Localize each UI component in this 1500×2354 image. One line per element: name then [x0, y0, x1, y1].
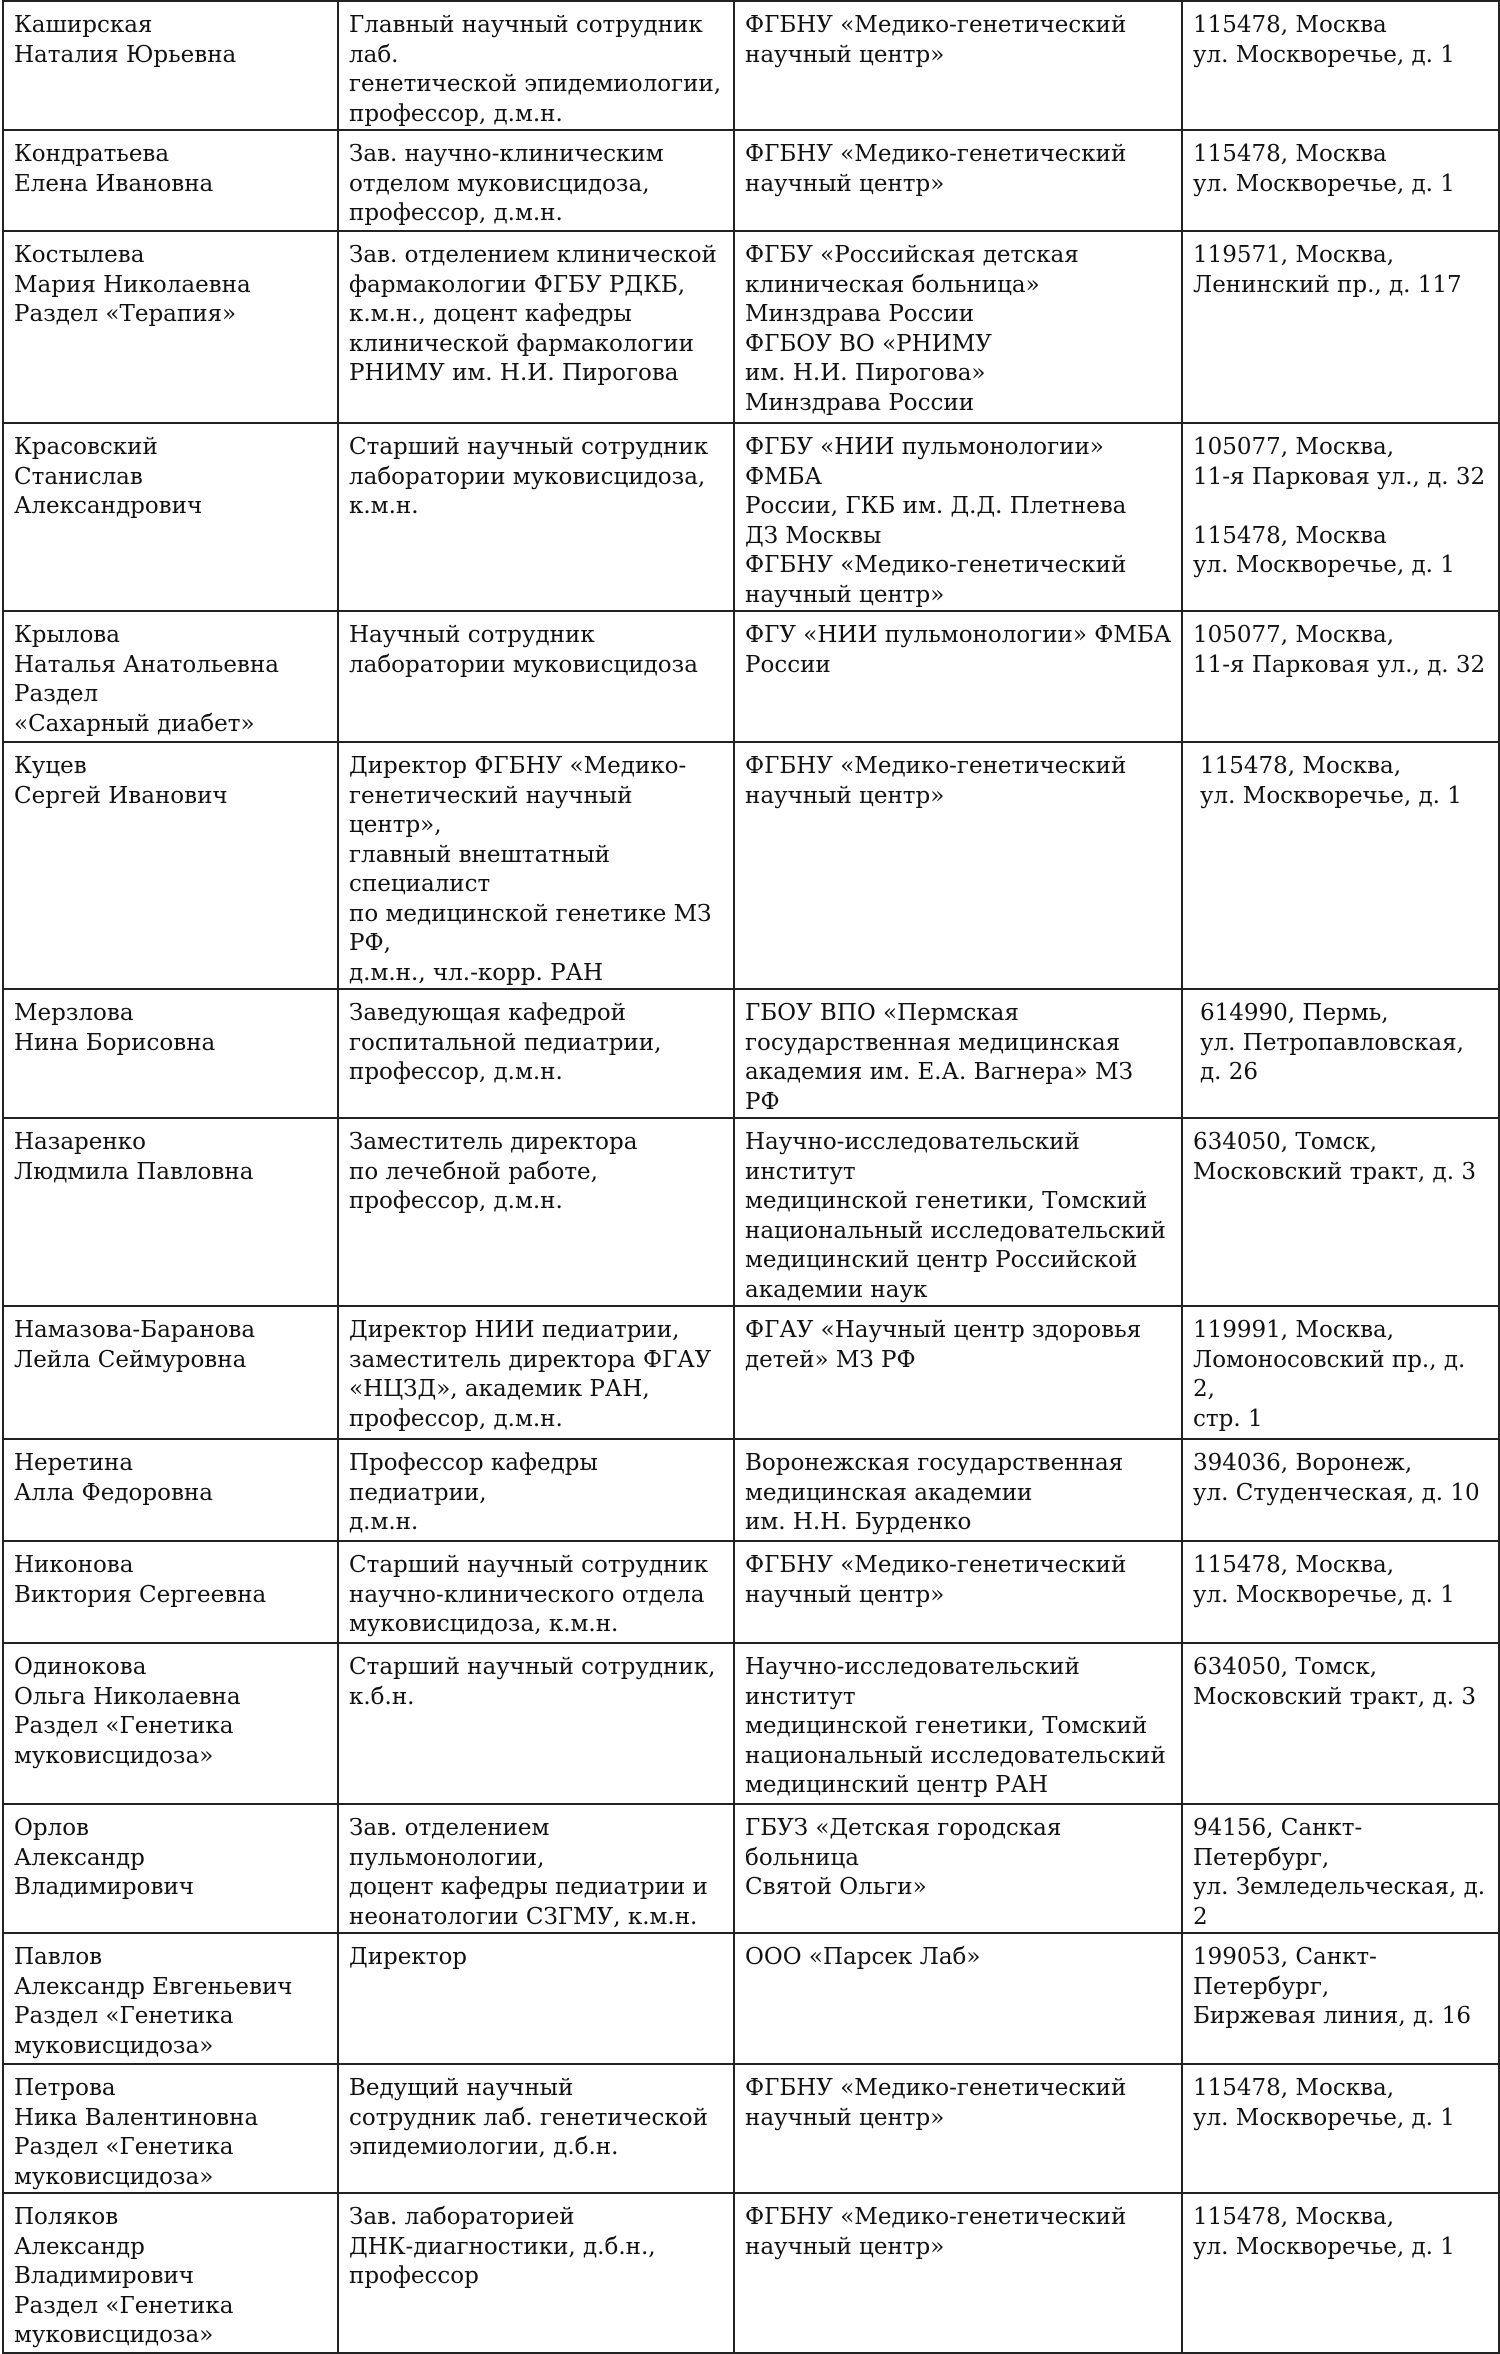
- cell-address: 115478, Москва ул. Москворечье, д. 1: [1182, 1, 1499, 130]
- cell-organization: ФГБУ «Российская детская клиническая больница» Минздрава России ФГБОУ ВО «РНИМУ им. Н.И. Пирогова» Минздрава России: [734, 231, 1182, 423]
- table-row: [3, 1643, 1499, 1804]
- cell-position: Зав. отделением пульмонологии, доцент кафедры педиатрии и неонатологии СЗГМУ, к.м.н.: [338, 1804, 734, 1933]
- cell-organization: Научно-исследовательский институт медицинской генетики, Томский национальный исследовательский медицинский центр РАН: [734, 1643, 1182, 1804]
- cell-name: Одинокова Ольга Николаевна Раздел «Генетика муковисцидоза»: [3, 1643, 338, 1804]
- cell-address: 115478, Москва, ул. Москворечье, д. 1: [1182, 2064, 1499, 2193]
- cell-address: 115478, Москва, ул. Москворечье, д. 1: [1182, 742, 1499, 989]
- cell-position: Заведующая кафедрой госпитальной педиатрии, профессор, д.м.н.: [338, 989, 734, 1118]
- cell-position: Заместитель директора по лечебной работе, профессор, д.м.н.: [338, 1118, 734, 1306]
- cell-name: Кондратьева Елена Ивановна: [3, 130, 338, 231]
- cell-position: Директор ФГБНУ «Медико- генетический научный центр», главный внештатный специалист по медицинской генетике МЗ РФ, д.м.н., чл.-корр. РАН: [338, 742, 734, 989]
- cell-name: Павлов Александр Евгеньевич Раздел «Генетика муковисцидоза»: [3, 1933, 338, 2064]
- table-row: [3, 1439, 1499, 1541]
- cell-position: Научный сотрудник лаборатории муковисцидоза: [338, 611, 734, 742]
- cell-position: Главный научный сотрудник лаб. генетической эпидемиологии, профессор, д.м.н.: [338, 1, 734, 130]
- cell-name: Неретина Алла Федоровна: [3, 1439, 338, 1541]
- cell-position: Зав. научно-клиническим отделом муковисцидоза, профессор, д.м.н.: [338, 130, 734, 231]
- table-row: [3, 2064, 1499, 2193]
- cell-address: 105077, Москва, 11-я Парковая ул., д. 32: [1182, 611, 1499, 742]
- cell-position: Старший научный сотрудник научно-клинического отдела муковисцидоза, к.м.н.: [338, 1541, 734, 1643]
- cell-position: Директор НИИ педиатрии, заместитель директора ФГАУ «НЦЗД», академик РАН, профессор, д.м.н.: [338, 1306, 734, 1439]
- cell-address: 119571, Москва, Ленинский пр., д. 117: [1182, 231, 1499, 423]
- table-row: [3, 1, 1499, 130]
- cell-organization: ФГБНУ «Медико-генетический научный центр»: [734, 742, 1182, 989]
- cell-organization: Научно-исследовательский институт медицинской генетики, Томский национальный исследовательский медицинский центр Российской академии наук: [734, 1118, 1182, 1306]
- cell-position: Зав. лабораторией ДНК-диагностики, д.б.н., профессор: [338, 2193, 734, 2353]
- table-row: [3, 423, 1499, 611]
- cell-organization: ООО «Парсек Лаб»: [734, 1933, 1182, 2064]
- cell-position: Зав. отделением клинической фармакологии ФГБУ РДКБ, к.м.н., доцент кафедры клинической фармакологии РНИМУ им. Н.И. Пирогова: [338, 231, 734, 423]
- cell-organization: ФГБНУ «Медико-генетический научный центр»: [734, 1541, 1182, 1643]
- cell-position: Ведущий научный сотрудник лаб. генетической эпидемиологии, д.б.н.: [338, 2064, 734, 2193]
- cell-address: 634050, Томск, Московский тракт, д. 3: [1182, 1118, 1499, 1306]
- cell-organization: ФГБНУ «Медико-генетический научный центр»: [734, 1, 1182, 130]
- cell-name: Намазова-Баранова Лейла Сеймуровна: [3, 1306, 338, 1439]
- cell-name: Мерзлова Нина Борисовна: [3, 989, 338, 1118]
- cell-position: Профессор кафедры педиатрии, д.м.н.: [338, 1439, 734, 1541]
- cell-organization: ФГБНУ «Медико-генетический научный центр»: [734, 2064, 1182, 2193]
- table-row: [3, 2193, 1499, 2353]
- cell-organization: ФГУ «НИИ пульмонологии» ФМБА России: [734, 611, 1182, 742]
- table-row: [3, 231, 1499, 423]
- table-row: [3, 1118, 1499, 1306]
- cell-name: Орлов Александр Владимирович: [3, 1804, 338, 1933]
- cell-name: Назаренко Людмила Павловна: [3, 1118, 338, 1306]
- cell-organization: ФГБУ «НИИ пульмонологии» ФМБА России, ГКБ им. Д.Д. Плетнева ДЗ Москвы ФГБНУ «Медико-генетический научный центр»: [734, 423, 1182, 611]
- cell-position: Старший научный сотрудник лаборатории муковисцидоза, к.м.н.: [338, 423, 734, 611]
- cell-position: Старший научный сотрудник, к.б.н.: [338, 1643, 734, 1804]
- table-row: [3, 1306, 1499, 1439]
- cell-address: 115478, Москва ул. Москворечье, д. 1: [1182, 130, 1499, 231]
- cell-organization: ФГАУ «Научный центр здоровья детей» МЗ РФ: [734, 1306, 1182, 1439]
- cell-address: 199053, Санкт-Петербург, Биржевая линия, д. 16: [1182, 1933, 1499, 2064]
- cell-name: Крылова Наталья Анатольевна Раздел «Сахарный диабет»: [3, 611, 338, 742]
- cell-organization: ФГБНУ «Медико-генетический научный центр»: [734, 130, 1182, 231]
- cell-name: Костылева Мария Николаевна Раздел «Терапия»: [3, 231, 338, 423]
- cell-address: 634050, Томск, Московский тракт, д. 3: [1182, 1643, 1499, 1804]
- cell-organization: Воронежская государственная медицинская академии им. Н.Н. Бурденко: [734, 1439, 1182, 1541]
- cell-organization: ГБОУ ВПО «Пермская государственная медицинская академия им. Е.А. Вагнера» МЗ РФ: [734, 989, 1182, 1118]
- table-row: [3, 130, 1499, 231]
- cell-name: Петрова Ника Валентиновна Раздел «Генетика муковисцидоза»: [3, 2064, 338, 2193]
- table-row: [3, 989, 1499, 1118]
- cell-address: 115478, Москва, ул. Москворечье, д. 1: [1182, 2193, 1499, 2353]
- cell-organization: ФГБНУ «Медико-генетический научный центр»: [734, 2193, 1182, 2353]
- cell-name: Куцев Сергей Иванович: [3, 742, 338, 989]
- cell-address: 614990, Пермь, ул. Петропавловская, д. 26: [1182, 989, 1499, 1118]
- cell-name: Никонова Виктория Сергеевна: [3, 1541, 338, 1643]
- table-row: [3, 1541, 1499, 1643]
- table-row: [3, 1804, 1499, 1933]
- experts-table: [2, 0, 1500, 2354]
- cell-address: 394036, Воронеж, ул. Студенческая, д. 10: [1182, 1439, 1499, 1541]
- cell-address: 94156, Санкт-Петербург, ул. Земледельческая, д. 2: [1182, 1804, 1499, 1933]
- cell-name: Каширская Наталия Юрьевна: [3, 1, 338, 130]
- cell-name: Поляков Александр Владимирович Раздел «Генетика муковисцидоза»: [3, 2193, 338, 2353]
- table-row: [3, 1933, 1499, 2064]
- cell-address: 105077, Москва, 11-я Парковая ул., д. 32 115478, Москва ул. Москворечье, д. 1: [1182, 423, 1499, 611]
- cell-address: 119991, Москва, Ломоносовский пр., д. 2, стр. 1: [1182, 1306, 1499, 1439]
- cell-name: Красовский Станислав Александрович: [3, 423, 338, 611]
- table-row: [3, 742, 1499, 989]
- cell-position: Директор: [338, 1933, 734, 2064]
- cell-organization: ГБУЗ «Детская городская больница Святой Ольги»: [734, 1804, 1182, 1933]
- cell-address: 115478, Москва, ул. Москворечье, д. 1: [1182, 1541, 1499, 1643]
- table-row: [3, 611, 1499, 742]
